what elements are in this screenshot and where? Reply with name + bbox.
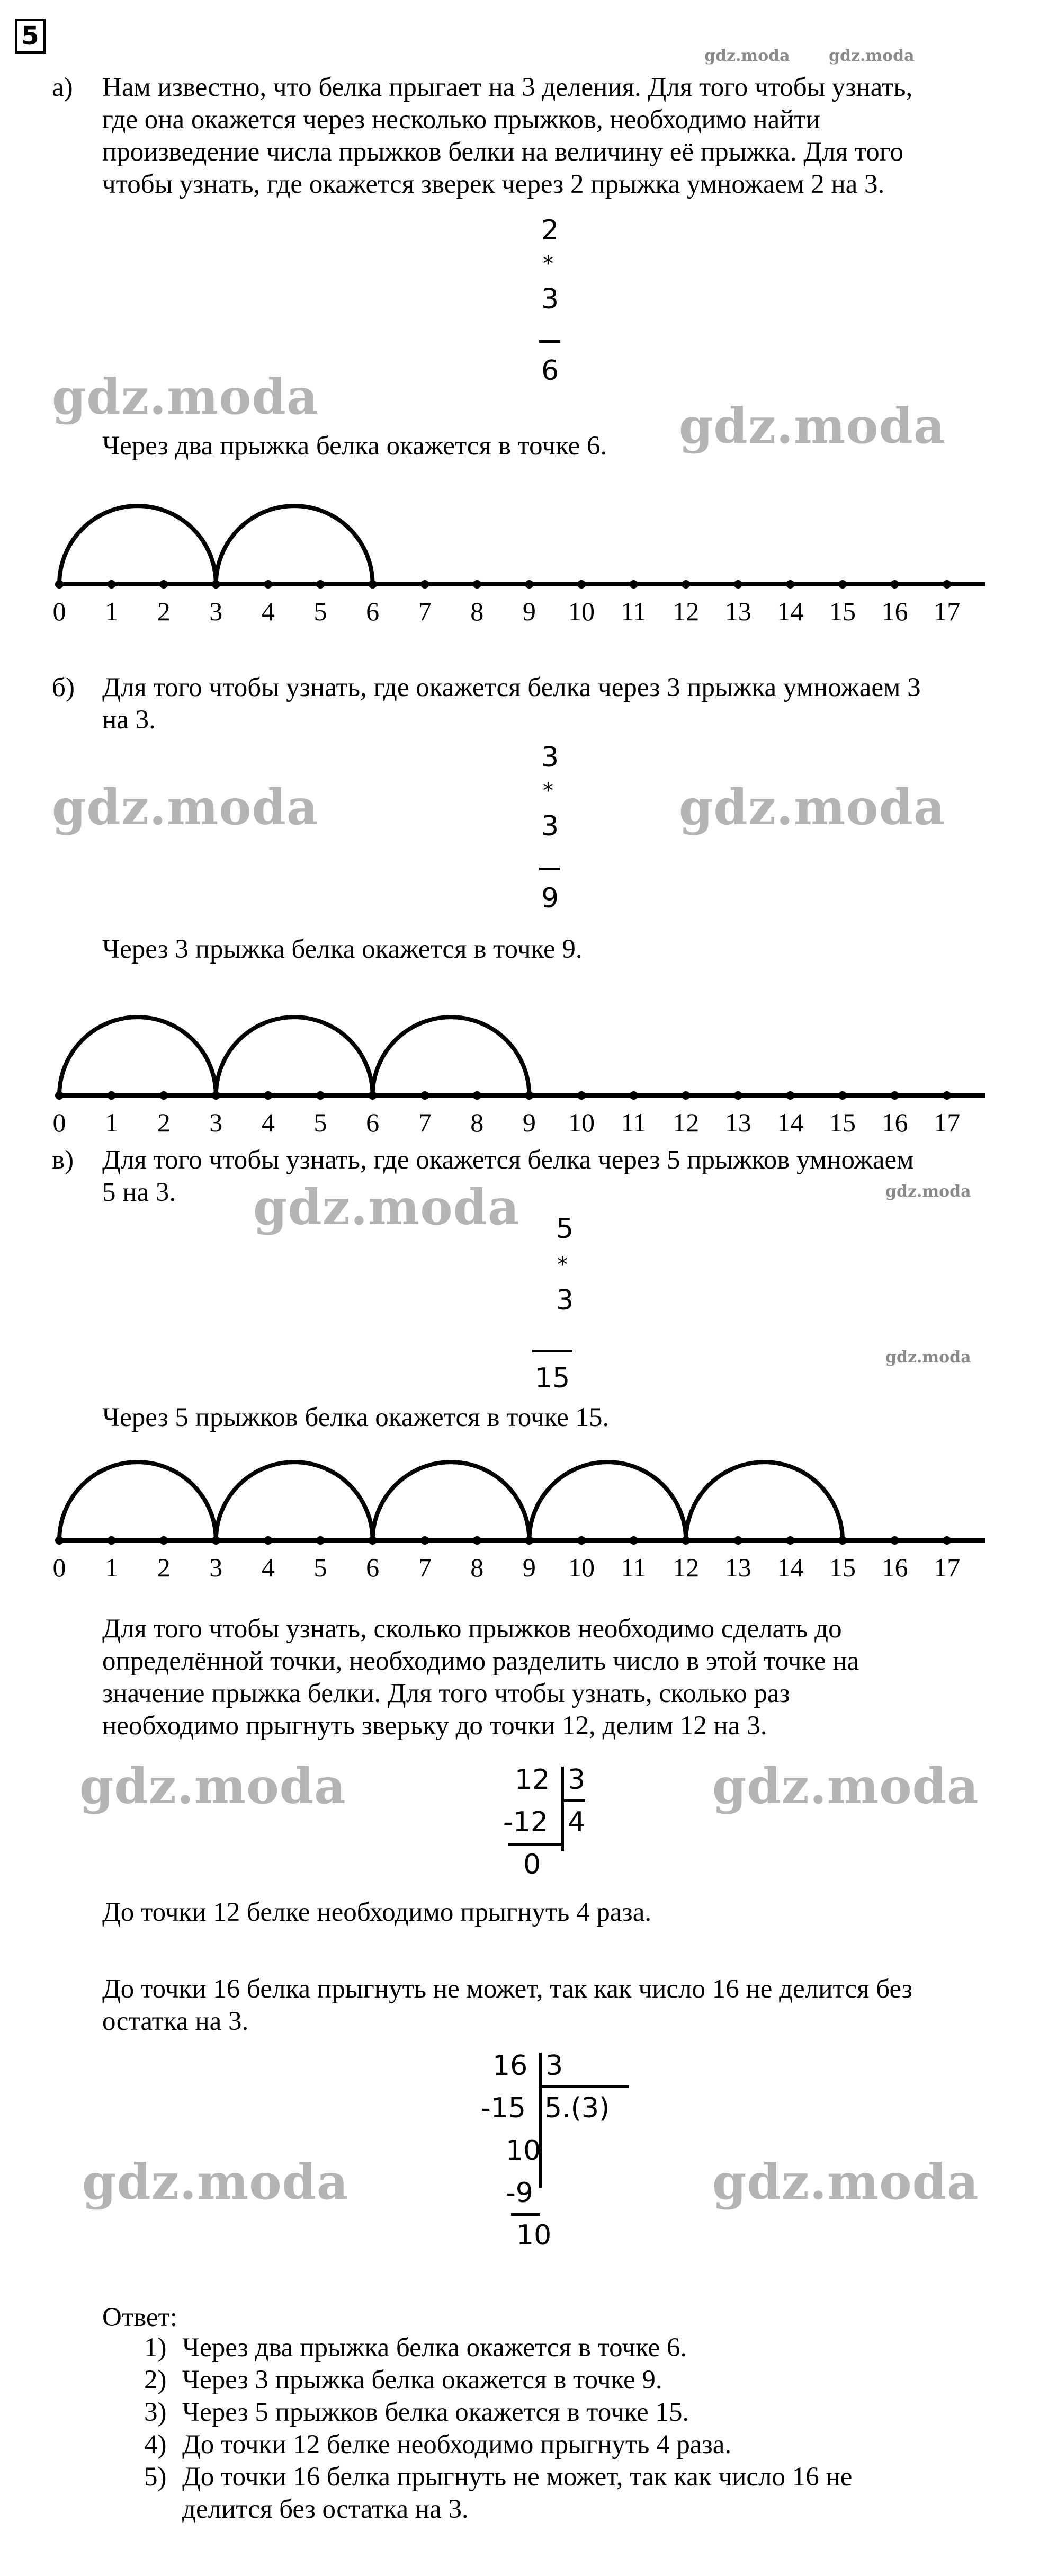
watermark: gdz.moda [79, 1758, 346, 1815]
text-line: Нам известно, что белка прыгает на 3 деления. Для того чтобы узнать, [102, 73, 913, 102]
result-rule [532, 1350, 572, 1352]
part-b-text [102, 672, 921, 736]
tick-dot [577, 580, 586, 589]
tick-label: 12 [673, 1108, 700, 1137]
tick-label: 0 [52, 1553, 66, 1582]
text-line: остатка на 3. [102, 2007, 249, 2036]
answer-number: 5) [144, 2462, 167, 2492]
tick-label: 0 [52, 596, 66, 626]
tick-label: 10 [568, 596, 595, 626]
tick-dot [630, 1536, 638, 1545]
tick-dot [420, 1091, 429, 1100]
jump-arcs [59, 506, 373, 584]
answer-text [182, 2461, 852, 2526]
tick-label: 15 [829, 1108, 856, 1137]
tick-dot [473, 1091, 481, 1100]
text-line: До точки 16 белка прыгнуть не может, так как число 16 не [182, 2462, 853, 2492]
text-line: Для того чтобы узнать, сколько прыжков необходимо сделать до [102, 1614, 842, 1644]
tick-label: 14 [777, 1553, 804, 1582]
tick-label: 4 [261, 1553, 275, 1582]
tick-dot [630, 1091, 638, 1100]
factor-b: 3 [541, 810, 559, 842]
text-line: делится без остатка на 3. [182, 2494, 469, 2524]
division-bar-horizontal [539, 2085, 629, 2088]
answer-number: 1) [144, 2333, 167, 2363]
partial-remainder: 10 [516, 2220, 552, 2251]
division-bar-horizontal [561, 1799, 585, 1802]
tick-dot [108, 580, 116, 589]
tick-dot [943, 1536, 951, 1545]
tick-label: 9 [522, 596, 536, 626]
watermark: gdz.moda [712, 1758, 979, 1815]
jump-arc [216, 1017, 373, 1095]
answer-text: Через два прыжка белка окажется в точке 6. [182, 2333, 687, 2363]
answer-item [144, 2332, 852, 2364]
factor-a: 5 [556, 1213, 574, 1245]
answer-number: 2) [144, 2365, 167, 2395]
watermark-small: gdz.moda [704, 47, 790, 65]
jump-arc [59, 506, 216, 584]
tick-label: 1 [105, 1108, 119, 1137]
tick-dot [525, 580, 533, 589]
text-line: Для того чтобы узнать, где окажется белка через 3 прыжка умножаем 3 [102, 673, 921, 702]
tick-dot [159, 580, 168, 589]
tick-label: 16 [881, 1108, 908, 1137]
tick-label: 8 [470, 1108, 484, 1137]
tick-dot [577, 1091, 586, 1100]
dividend: 16 [492, 2050, 528, 2082]
tick-label: 15 [829, 596, 856, 626]
tick-dot [264, 1091, 272, 1100]
answer-text: Через 3 прыжка белка окажется в точке 9. [182, 2365, 662, 2395]
tick-label: 11 [621, 1108, 647, 1137]
factor-b: 3 [541, 283, 559, 315]
task-number: 5 [21, 21, 39, 51]
tick-label: 7 [418, 596, 432, 626]
division-bar-vertical [561, 1767, 564, 1851]
watermark: gdz.moda [253, 1179, 520, 1236]
watermark-small: gdz.moda [885, 1348, 971, 1367]
tick-dot [630, 580, 638, 589]
tick-label: 10 [568, 1553, 595, 1582]
watermark: gdz.moda [52, 779, 319, 836]
tick-dot [316, 1091, 325, 1100]
tick-label: 5 [313, 1553, 327, 1582]
tick-label: 11 [621, 1553, 647, 1582]
tick-label: 7 [418, 1108, 432, 1137]
part-v-conclusion: Через 5 прыжков белка окажется в точке 15. [102, 1403, 610, 1432]
tick-dot [473, 580, 481, 589]
answer-list [144, 2332, 852, 2526]
tick-dot [682, 1091, 690, 1100]
tick-dot [891, 1536, 899, 1545]
text-line: необходимо прыгнуть зверьку до точки 12, делим 12 на 3. [102, 1711, 767, 1741]
tick-label: 0 [52, 1108, 66, 1137]
jump-arc [373, 1462, 530, 1540]
tick-label: 10 [568, 1108, 595, 1137]
part-a-label: а) [52, 73, 73, 102]
text-line: Для того чтобы узнать, где окажется белка через 5 прыжков умножаем [102, 1145, 914, 1175]
division-intro-text [102, 1613, 859, 1742]
tick-label: 3 [209, 1553, 223, 1582]
subtrahend: -9 [506, 2177, 533, 2209]
tick-label: 8 [470, 596, 484, 626]
watermark-small: gdz.moda [829, 47, 915, 65]
division-bar-vertical [539, 2053, 542, 2188]
multiply-sign: * [557, 1253, 568, 1277]
tick-dot [734, 1536, 742, 1545]
part-a-text [102, 72, 912, 201]
subtrahend: -12 [503, 1806, 548, 1838]
text-line: 5 на 3. [102, 1178, 176, 1207]
part-v-label: в) [52, 1145, 74, 1175]
part-a-conclusion: Через два прыжка белка окажется в точке 6. [102, 431, 607, 461]
tick-label: 13 [724, 1108, 751, 1137]
text-line: на 3. [102, 705, 156, 735]
tick-label: 6 [366, 1553, 380, 1582]
tick-label: 5 [313, 1108, 327, 1137]
tick-label: 2 [157, 1553, 171, 1582]
tick-dot [891, 1091, 899, 1100]
tick-label: 12 [673, 1553, 700, 1582]
tick-dot [786, 1536, 794, 1545]
tick-dot [786, 580, 794, 589]
tick-label: 17 [934, 596, 961, 626]
tick-label: 9 [522, 1553, 536, 1582]
tick-label: 4 [261, 596, 275, 626]
watermark: gdz.moda [712, 2153, 979, 2210]
multiply-sign: * [543, 252, 553, 276]
tick-label: 12 [673, 596, 700, 626]
tick-label: 2 [157, 1108, 171, 1137]
tick-dot [943, 1091, 951, 1100]
answer-item [144, 2429, 852, 2461]
tick-dot [838, 580, 847, 589]
tick-dot [420, 1536, 429, 1545]
tick-dot [838, 1091, 847, 1100]
jump-arc [529, 1462, 686, 1540]
tick-label: 2 [157, 596, 171, 626]
answer-title: Ответ: [102, 2303, 177, 2332]
partial-remainder: 10 [506, 2135, 541, 2167]
answer-number: 4) [144, 2430, 167, 2459]
division-12-conclusion: До точки 12 белке необходимо прыгнуть 4 раза. [102, 1897, 652, 1927]
tick-label: 7 [418, 1553, 432, 1582]
tick-label: 8 [470, 1553, 484, 1582]
text-line: произведение числа прыжков белки на величину её прыжка. Для того [102, 137, 903, 167]
tick-dot [264, 580, 272, 589]
quotient: 5.(3) [544, 2092, 610, 2124]
tick-label: 13 [724, 1553, 751, 1582]
factor-a: 2 [541, 215, 559, 246]
text-line: чтобы узнать, где окажется зверек через 2 прыжка умножаем 2 на 3. [102, 170, 885, 199]
tick-dot [734, 580, 742, 589]
result-rule [539, 868, 560, 870]
watermark-small: gdz.moda [885, 1182, 971, 1201]
jump-arc [216, 506, 373, 584]
text-line: значение прыжка белки. Для того чтобы узнать, сколько раз [102, 1679, 790, 1708]
tick-label: 16 [881, 596, 908, 626]
tick-label: 16 [881, 1553, 908, 1582]
tick-label: 17 [934, 1108, 961, 1137]
product: 6 [541, 355, 559, 387]
tick-dot [577, 1536, 586, 1545]
jump-arcs [59, 1462, 843, 1540]
product: 9 [541, 883, 559, 914]
jump-arc [373, 1017, 530, 1095]
divisor: 3 [568, 1764, 586, 1796]
tick-label: 15 [829, 1553, 856, 1582]
answer-item [144, 2461, 852, 2526]
tick-dot [682, 580, 690, 589]
tick-label: 4 [261, 1108, 275, 1137]
factor-b: 3 [556, 1285, 574, 1316]
answer-text: До точки 12 белке необходимо прыгнуть 4 раза. [182, 2430, 732, 2459]
factor-a: 3 [541, 742, 559, 773]
tick-label: 3 [209, 1108, 223, 1137]
tick-dot [420, 580, 429, 589]
subtrahend: -15 [481, 2092, 526, 2124]
tick-label: 1 [105, 1553, 119, 1582]
answer-text: Через 5 прыжков белка окажется в точке 15. [182, 2397, 689, 2427]
tick-dot [316, 1536, 325, 1545]
jump-arc [59, 1462, 216, 1540]
tick-label: 6 [366, 596, 380, 626]
watermark: gdz.moda [52, 368, 319, 425]
text-line: где она окажется через несколько прыжков, необходимо найти [102, 105, 821, 135]
tick-label: 5 [313, 596, 327, 626]
tick-label: 9 [522, 1108, 536, 1137]
tick-label: 13 [724, 596, 751, 626]
answer-item [144, 2396, 852, 2429]
remainder: 0 [523, 1849, 541, 1880]
subtraction-rule [508, 1843, 561, 1846]
watermark: gdz.moda [679, 779, 946, 836]
tick-label: 1 [105, 596, 119, 626]
subtraction-rule [511, 2213, 540, 2216]
tick-dot [786, 1091, 794, 1100]
tick-dot [159, 1091, 168, 1100]
tick-dot [734, 1091, 742, 1100]
quotient: 4 [568, 1806, 586, 1838]
watermark: gdz.moda [82, 2153, 349, 2210]
tick-label: 11 [621, 596, 647, 626]
text-line: До точки 16 белка прыгнуть не может, так как число 16 не делится без [102, 1974, 912, 2004]
task-number-box [15, 19, 46, 54]
division-16-intro-text [102, 1973, 912, 2038]
tick-dot [264, 1536, 272, 1545]
tick-label: 14 [777, 596, 804, 626]
watermark: gdz.moda [679, 397, 946, 454]
part-b-conclusion: Через 3 прыжка белка окажется в точке 9. [102, 934, 583, 964]
tick-label: 6 [366, 1108, 380, 1137]
jump-arc [59, 1017, 216, 1095]
tick-dot [108, 1091, 116, 1100]
text-line: определённой точки, необходимо разделить число в этой точке на [102, 1646, 859, 1676]
tick-label: 17 [934, 1553, 961, 1582]
tick-dot [943, 580, 951, 589]
divisor: 3 [545, 2050, 563, 2082]
tick-dot [159, 1536, 168, 1545]
dividend: 12 [515, 1764, 550, 1796]
part-b-label: б) [52, 673, 75, 702]
multiply-sign: * [543, 779, 553, 803]
jump-arc [216, 1462, 373, 1540]
jump-arc [686, 1462, 843, 1540]
tick-label: 3 [209, 596, 223, 626]
answer-item [144, 2364, 852, 2396]
tick-dot [891, 580, 899, 589]
tick-dot [108, 1536, 116, 1545]
result-rule [539, 340, 560, 343]
jump-arcs [59, 1017, 529, 1095]
product: 15 [535, 1362, 570, 1394]
tick-dot [316, 580, 325, 589]
tick-dot [473, 1536, 481, 1545]
answer-number: 3) [144, 2397, 167, 2427]
tick-label: 14 [777, 1108, 804, 1137]
